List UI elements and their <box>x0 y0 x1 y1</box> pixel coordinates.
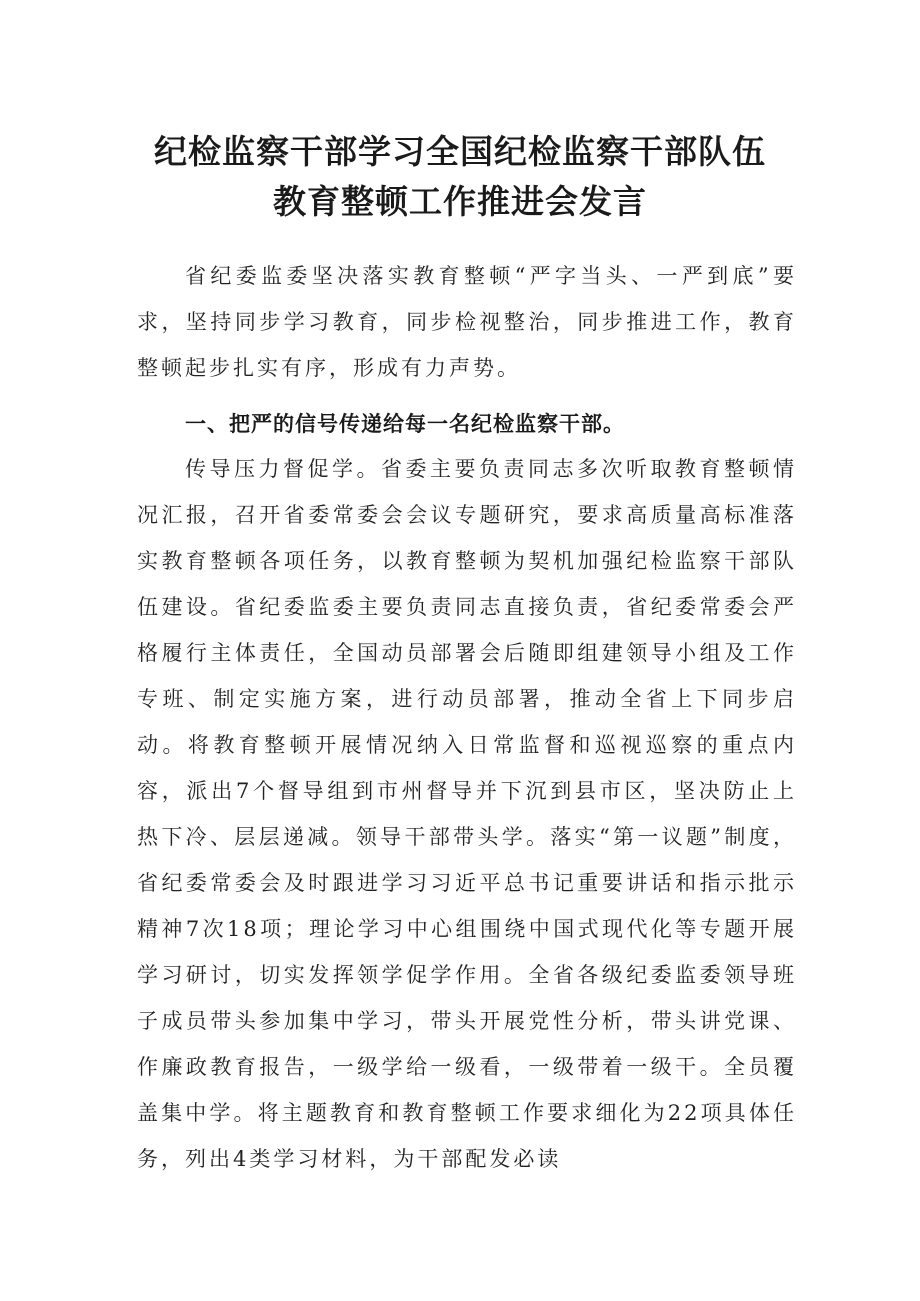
intro-paragraph: 省纪委监委坚决落实教育整顿“严字当头、一严到底”要求，坚持同步学习教育，同步检视整治，同步推进工作，教育整顿起步扎实有序，形成有力声势。 <box>137 264 797 380</box>
document-title-line-1: 纪检监察干部学习全国纪检监察干部队伍 <box>154 132 766 171</box>
section-1-paragraph: 传导压力督促学。省委主要负责同志多次听取教育整顿情况汇报，召开省委常委会会议专题研究，要求高质量高标准落实教育整顿各项任务，以教育整顿为契机加强纪检监察干部队伍建设。省纪委监委主要负责同志直接负责，省纪委常委会严格履行主体责任，全国动员部署会后随即组建领导小组及工作专班、制定实施方案，进行动员部署，推动全省上下同步启动。将教育整顿开展情况纳入日常监督和巡视巡察的重点内容，派出7个督导组到市州督导并下沉到县市区，坚决防止上热下冷、层层递减。领导干部带头学。落实“第一议题”制度，省纪委常委会及时跟进学习习近平总书记重要讲话和指示批示精神7次18项；理论学习中心组围绕中国式现代化等专题开展学习研讨，切实发挥领学促学作用。全省各级纪委监委领导班子成员带头参加集中学习，带头开展党性分析，带头讲党课、作廉政教育报告，一级学给一级看，一级带着一级干。全员覆盖集中学。将主题教育和教育整顿工作要求细化为22项具体任务，列出4类学习材料，为干部配发必读 <box>137 457 797 1171</box>
section-1-heading: 一、把严的信号传递给每一名纪检监察干部。 <box>185 412 625 436</box>
document-title-line-2: 教育整顿工作推进会发言 <box>273 182 647 221</box>
